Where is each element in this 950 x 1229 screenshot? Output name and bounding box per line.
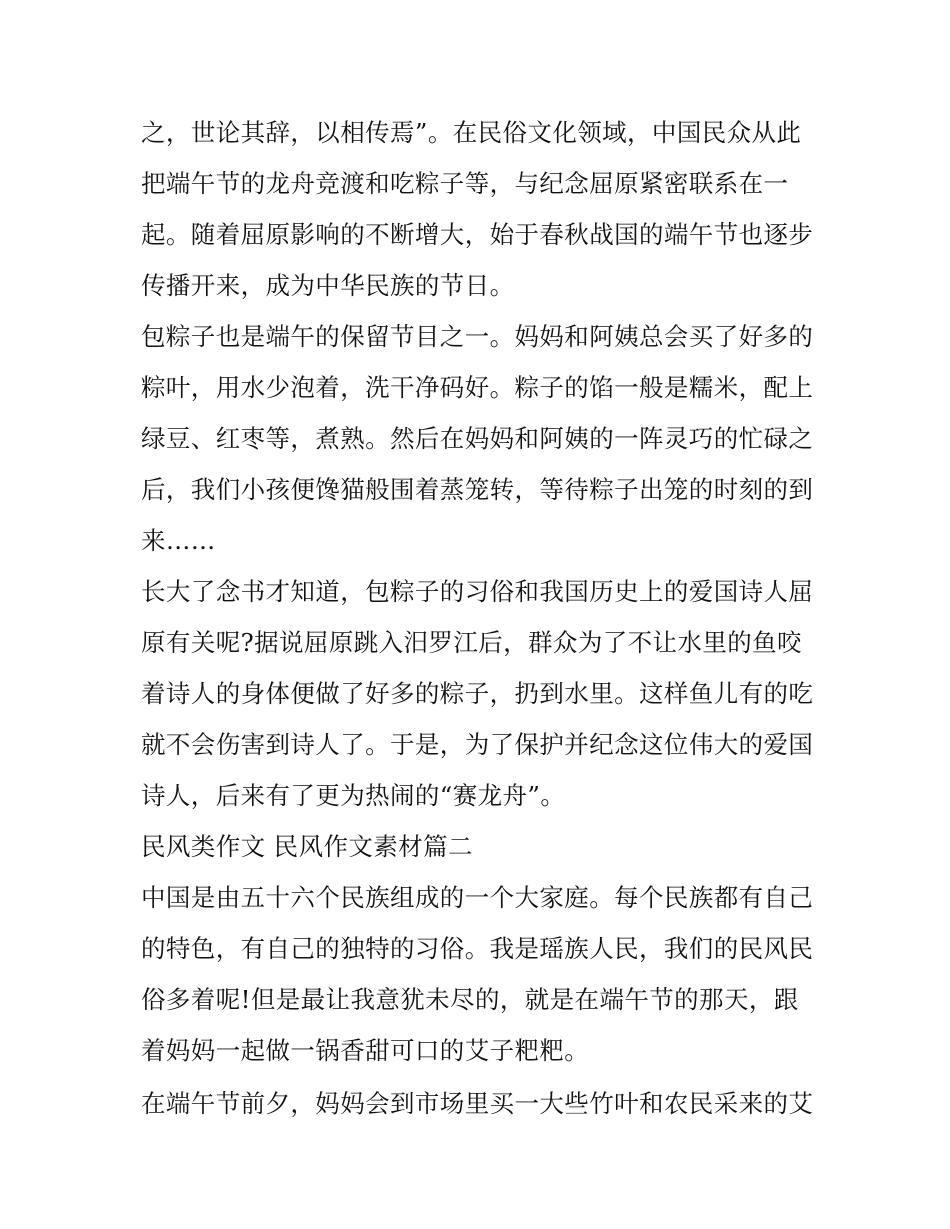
text-line: 在端午节前夕，妈妈会到市场里买一大些竹叶和农民采来的艾 (141, 1089, 814, 1118)
text-line: 之，世论其辞，以相传焉”。在民俗文化领域，中国民众从此 (141, 118, 802, 147)
text-line: 原有关呢?据说屈原跳入汨罗江后，群众为了不让水里的鱼咬 (141, 628, 802, 657)
text-line: 长大了念书才知道，包粽子的习俗和我国历史上的爱国诗人屈 (141, 577, 814, 606)
text-line: 粽叶，用水少泡着，洗干净码好。粽子的馅一般是糯米，配上 (141, 373, 814, 402)
text-line: 诗人，后来有了更为热闹的“赛龙舟”。 (141, 781, 566, 810)
text-line: 着妈妈一起做一锅香甜可口的艾子粑粑。 (141, 1036, 590, 1065)
text-line: 俗多着呢!但是最让我意犹未尽的，就是在端午节的那天，跟 (141, 985, 799, 1014)
text-line: 绿豆、红枣等，煮熟。然后在妈妈和阿姨的一阵灵巧的忙碌之 (141, 424, 814, 453)
text-line: 来…… (141, 526, 216, 555)
text-line: 起。随着屈原影响的不断增大，始于春秋战国的端午节也逐步 (141, 220, 814, 249)
text-line: 后，我们小孩便馋猫般围着蒸笼转，等待粽子出笼的时刻的到 (141, 475, 814, 504)
text-line: 就不会伤害到诗人了。于是，为了保护并纪念这位伟大的爱国 (141, 730, 814, 759)
text-line: 中国是由五十六个民族组成的一个大家庭。每个民族都有自己 (141, 883, 814, 912)
text-line: 包粽子也是端午的保留节目之一。妈妈和阿姨总会买了好多的 (141, 322, 814, 351)
text-line: 的特色，有自己的独特的习俗。我是瑶族人民，我们的民风民 (141, 934, 814, 963)
text-line: 着诗人的身体便做了好多的粽子，扔到水里。这样鱼儿有的吃 (141, 679, 814, 708)
section-heading: 民风类作文 民风作文素材篇二 (141, 832, 473, 861)
text-line: 传播开来，成为中华民族的节日。 (141, 271, 515, 300)
text-line: 把端午节的龙舟竞渡和吃粽子等，与纪念屈原紧密联系在一 (141, 169, 789, 198)
document-body (141, 107, 813, 1132)
